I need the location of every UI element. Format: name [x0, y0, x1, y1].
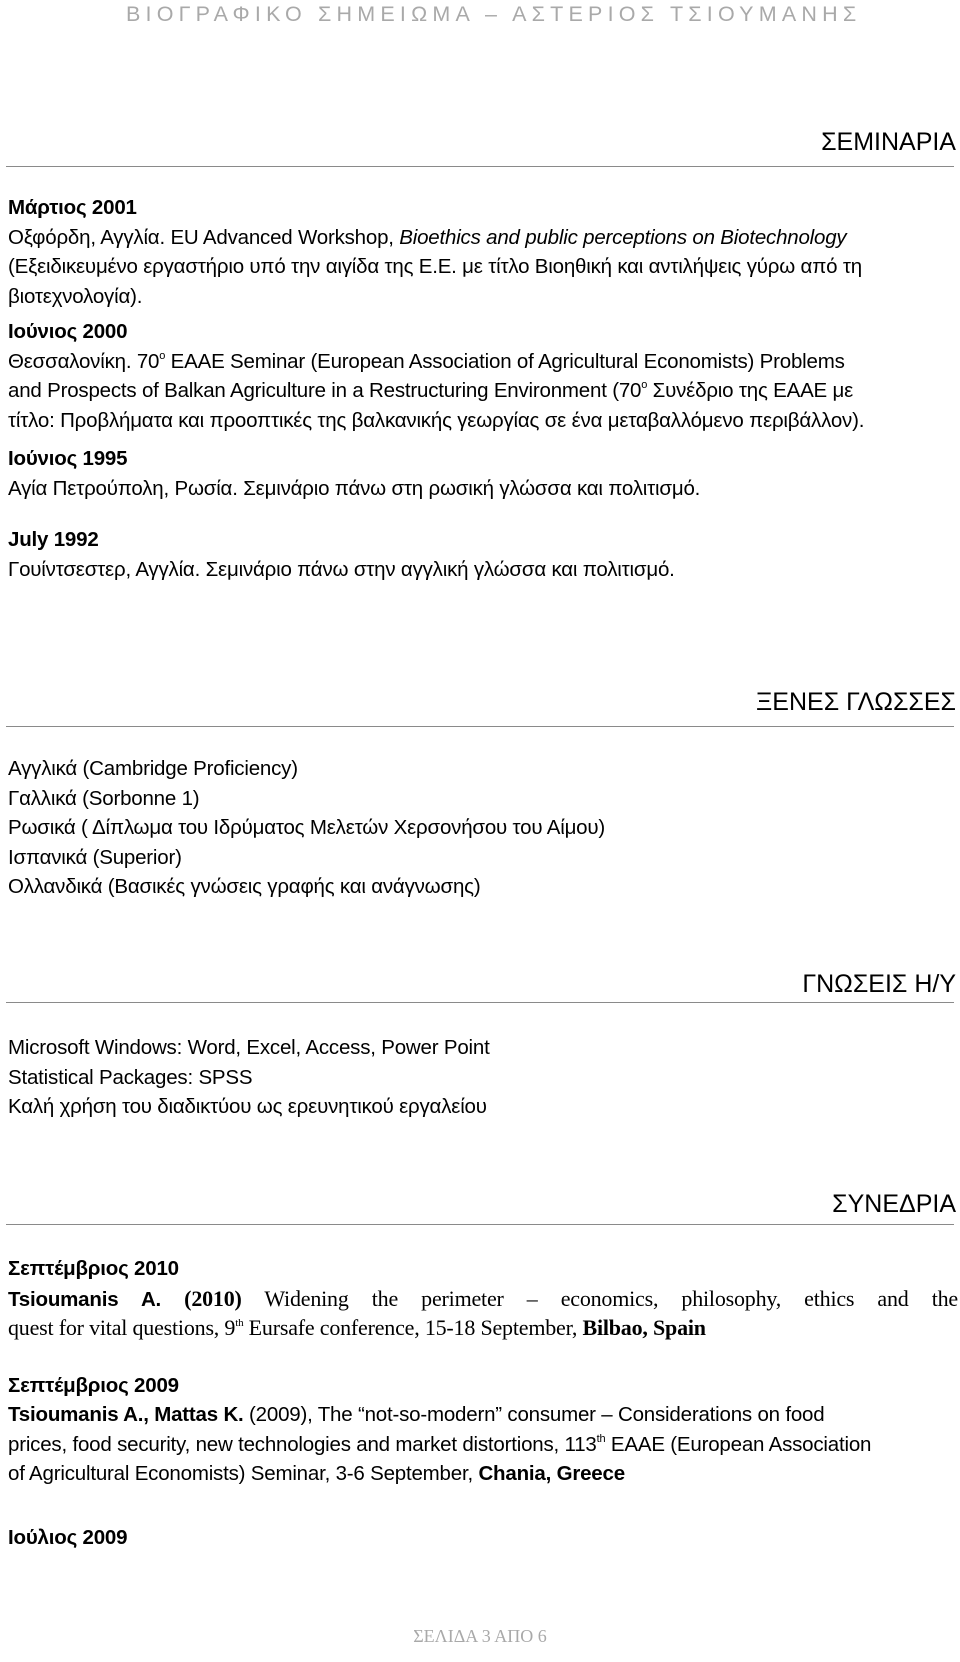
page-footer: ΣΕΛΙΔΑ 3 ΑΠΟ 6	[413, 1626, 547, 1646]
section-divider	[6, 726, 954, 727]
seminar-text: Θεσσαλονίκη. $70^o$ ΕΑΑΕ Seminar (European Association of Agricultural Economists) Problems	[8, 349, 845, 373]
seminar-text: (Εξειδικευμένο εργαστήριο υπό την αιγίδα της Ε.Ε. με τίτλο Βιοηθική και αντιλήψεις γύρω από τη	[8, 255, 862, 278]
skill-item: Statistical Packages: SPSS	[8, 1065, 253, 1089]
seminar-date: Μάρτιος 2001	[8, 196, 137, 219]
language-item: Γαλλικά (Sorbonne 1)	[8, 786, 200, 810]
language-item: Ισπανικά (Superior)	[8, 845, 182, 869]
page-header: ΒΙΟΓΡΑΦΙΚΟ ΣΗΜΕΙΩΜΑ – ΑΣΤΕΡΙΟΣ ΤΣΙΟΥΜΑΝΗΣ	[126, 2, 862, 26]
seminar-text: Γουίντσεστερ, Αγγλία. Σεμινάριο πάνω στην αγγλική γλώσσα και πολιτισμό.	[8, 557, 675, 581]
seminar-date: Ιούνιος 1995	[8, 447, 128, 470]
computer-skills-list	[8, 1033, 958, 1122]
section-divider	[6, 1224, 954, 1225]
language-item: Ρωσικά ( Δίπλωμα του Ιδρύματος Μελετών Χερσονήσου του Αίμου)	[8, 816, 606, 839]
conference-text: prices, food security, new technologies and market distortions, 113th EAAE (European Association	[8, 1432, 872, 1456]
language-item: Αγγλικά (Cambridge Proficiency)	[8, 757, 298, 780]
languages-list	[8, 754, 958, 902]
seminar-text: βιοτεχνολογία).	[8, 284, 143, 308]
seminar-date: Ιούνιος 2000	[8, 320, 128, 343]
skill-item: Καλή χρήση του διαδικτύου ως ερευνητικού εργαλείου	[8, 1095, 487, 1118]
conference-date: Ιούλιος 2009	[8, 1525, 128, 1549]
conference-date: Σεπτέμβριος 2010	[8, 1257, 179, 1280]
seminar-text: τίτλο: Προβλήματα και προοπτικές της βαλκανικής γεωργίας σε ένα μεταβαλλόμενο περιβάλλον).	[8, 408, 865, 432]
section-divider	[6, 1002, 954, 1003]
language-item: Ολλανδικά (Βασικές γνώσεις γραφής και ανάγνωσης)	[8, 875, 481, 898]
conference-text: Tsioumanis A. (2010) Widening the perimeter – economics, philosophy, ethics and the	[8, 1285, 958, 1311]
conferences-list	[8, 1254, 958, 1552]
seminar-date: July 1992	[8, 528, 99, 551]
section-title-languages: ΞΕΝΕΣ ΓΛΩΣΣΕΣ	[756, 688, 956, 716]
skill-item: Microsoft Windows: Word, Excel, Access, Power Point	[8, 1036, 490, 1059]
section-title-computer-skills: ΓΝΩΣΕΙΣ Η/Υ	[802, 970, 956, 998]
conference-text: quest for vital questions, 9th Eursafe conference, 15-18 September, Bilbao, Spain	[8, 1315, 706, 1340]
section-title-seminars: ΣΕΜΙΝΑΡΙΑ	[821, 128, 956, 156]
section-divider	[6, 166, 954, 167]
conference-text: of Agricultural Economists) Seminar, 3-6 September, Chania, Greece	[8, 1462, 625, 1485]
section-title-conferences: ΣΥΝΕΔΡΙΑ	[832, 1190, 956, 1218]
seminars-list	[8, 193, 958, 584]
seminar-text: and Prospects of Balkan Agriculture in a Restructuring Environment ($70^o$ Συνέδριο της ΕΑΑΕ με	[8, 379, 854, 402]
seminar-text: Οξφόρδη, Αγγλία. EU Advanced Workshop, Bioethics and public perceptions on Biotechnology	[8, 225, 847, 249]
conference-date: Σεπτέμβριος 2009	[8, 1373, 179, 1397]
seminar-text: Αγία Πετρούπολη, Ρωσία. Σεμινάριο πάνω στη ρωσική γλώσσα και πολιτισμό.	[8, 476, 701, 500]
conference-text: Tsioumanis A., Mattas K. (2009), The “not-so-modern” consumer – Considerations on food	[8, 1403, 825, 1426]
